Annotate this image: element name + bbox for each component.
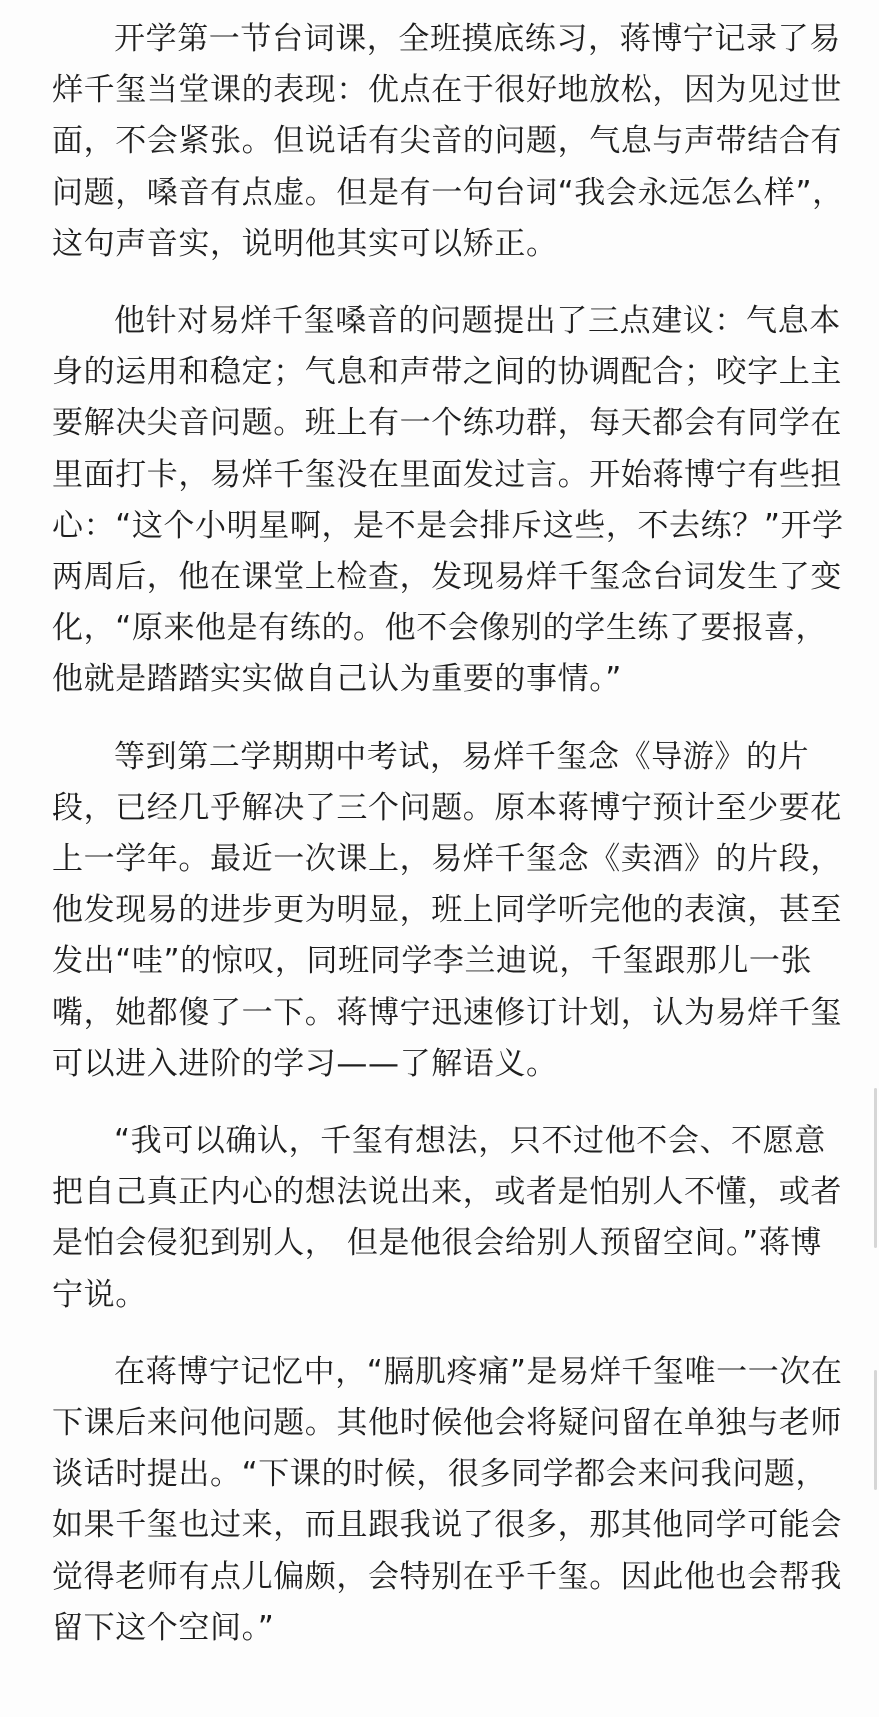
scrollbar-thumb[interactable] [874,1088,877,1248]
paragraph: 等到第二学期期中考试，易烊千玺念《导游》的片段，已经几乎解决了三个问题。原本蒋博宁预计至少要花上一学年。最近一次课上，易烊千玺念《卖酒》的片段，他发现易的进步更为明显，班上同学听完他的表演，甚至发出“哇”的惊叹，同班同学李兰迪说，千玺跟那儿一张嘴，她都傻了一下。蒋博宁迅速修订计划，认为易烊千玺可以进入进阶的学习——了解语义。 [52,738,842,1082]
article-body [52,14,852,1680]
scrollbar[interactable] [869,0,879,1717]
paragraph: “我可以确认，千玺有想法，只不过他不会、不愿意把自己真正内心的想法说出来，或者是怕别人不懂，或者是怕会侵犯到别人， 但是他很会给别人预留空间。”蒋博宁说。 [52,1123,842,1313]
paragraph: 开学第一节台词课，全班摸底练习，蒋博宁记录了易烊千玺当堂课的表现：优点在于很好地放松，因为见过世面，不会紧张。但说话有尖音的问题，气息与声带结合有问题，嗓音有点虚。但是有一句台词“我会永远怎么样”，这句声音实，说明他其实可以矫正。 [52,21,844,262]
scrollbar-thumb[interactable] [874,1370,877,1490]
paragraph: 在蒋博宁记忆中，“膈肌疼痛”是易烊千玺唯一一次在下课后来问他问题。其他时候他会将疑问留在单独与老师谈话时提出。“下课的时候，很多同学都会来问我问题，如果千玺也过来，而且跟我说了很多，那其他同学可能会觉得老师有点儿偏颇，会特别在乎千玺。因此他也会帮我留下这个空间。” [52,1353,843,1646]
paragraph: 他针对易烊千玺嗓音的问题提出了三点建议：气息本身的运用和稳定；气息和声带之间的协调配合；咬字上主要解决尖音问题。班上有一个练功群，每天都会有同学在里面打卡，易烊千玺没在里面发过言。开始蒋博宁有些担心：“这个小明星啊，是不是会排斥这些，不去练？”开学两周后，他在课堂上检查，发现易烊千玺念台词发生了变化，“原来他是有练的。他不会像别的学生练了要报喜，他就是踏踏实实做自己认为重要的事情。” [52,303,844,698]
